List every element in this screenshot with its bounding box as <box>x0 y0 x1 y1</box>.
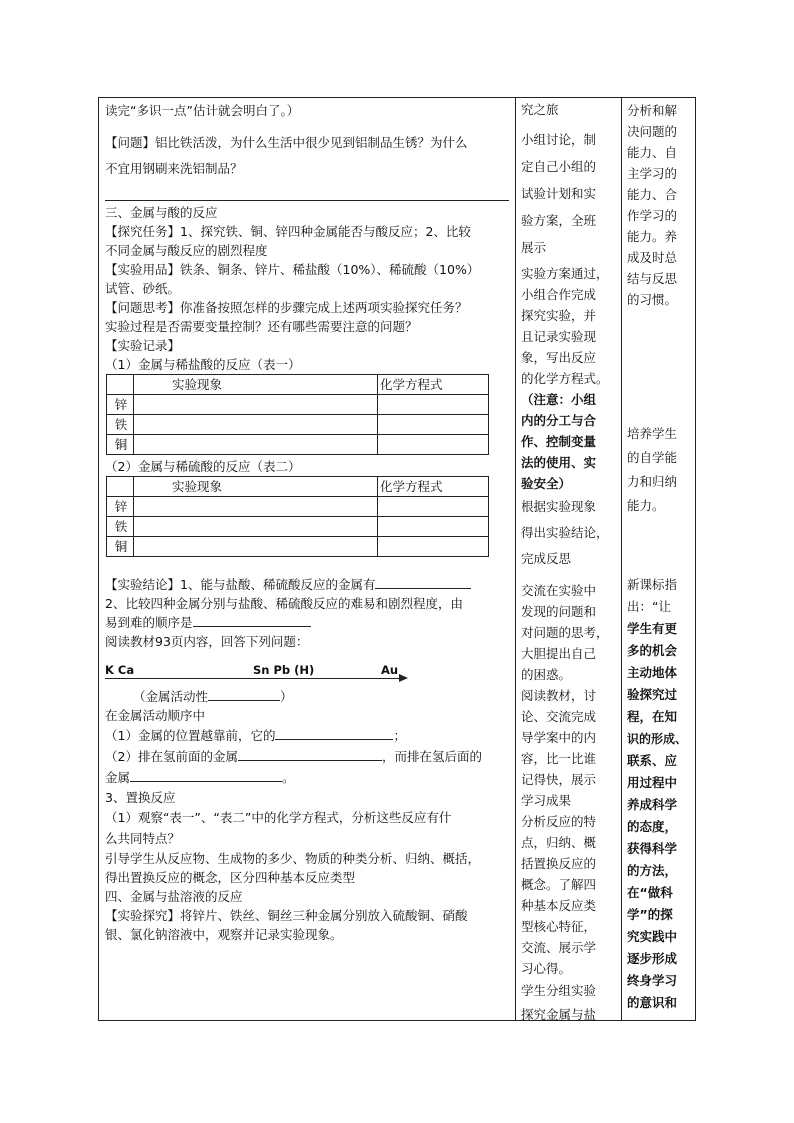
intent-quote: 的方法， <box>627 863 678 878</box>
table-caption: （2）金属与稀硫酸的反应（表二） <box>105 459 301 474</box>
activity-text: 导学案中的内 <box>521 730 597 745</box>
intent-quote: 的态度， <box>627 819 678 834</box>
phenomenon-cell[interactable] <box>134 497 378 517</box>
activity-text: 的困惑。 <box>521 667 572 682</box>
activity-text: 学习成果 <box>521 793 572 808</box>
column-divider <box>621 98 622 1020</box>
guide-line: 引导学生从反应物、生成物的多少、物质的种类分析、归纳、概括， <box>105 851 481 866</box>
metal-label: 铁 <box>107 517 134 537</box>
activity-caption: （金属活动性 ） <box>133 689 293 704</box>
answer-blank[interactable] <box>130 768 282 782</box>
activity-note: 作、控制变量 <box>521 434 597 449</box>
activity-text: 的化学方程式。 <box>521 371 609 386</box>
intent-text: 分析和解 <box>627 103 678 118</box>
intent-quote: 联系、应 <box>627 753 678 768</box>
intent-text: 新课标指 <box>627 577 678 592</box>
activity-note: 法的使用、实 <box>521 455 597 470</box>
conclusion-line: 易到难的顺序是 <box>105 613 509 632</box>
activity-text: 种基本反应类 <box>521 898 597 913</box>
section-title: 四、金属与盐溶液的反应 <box>105 889 243 904</box>
intent-quote: 程，在知 <box>627 709 678 724</box>
phenomenon-cell[interactable] <box>134 415 378 435</box>
intro-line: 读完“多识一点”估计就会明白了。） <box>105 103 300 118</box>
answer-blank[interactable] <box>375 575 471 589</box>
task-line: 【探究任务】1、探究铁、铜、锌四种金属能否与酸反应；2、比较 <box>105 224 471 239</box>
intent-text: 力和归纳 <box>627 474 678 489</box>
activity-text: 且记录实验现 <box>521 329 597 344</box>
activity-note: 内的分工与合 <box>521 413 597 428</box>
lesson-plan-table <box>98 97 696 1021</box>
activity-text: 阅读教材，讨 <box>521 688 597 703</box>
activity-text: 小组讨论，制 <box>521 132 597 147</box>
intent-quote: 识的形成、 <box>627 732 688 746</box>
intent-text: 能力、合 <box>627 187 678 202</box>
intent-text: 能力。 <box>627 498 665 513</box>
question-line: 不宜用钢刷来洗铝制品？ <box>105 161 243 176</box>
activity-text: 型核心特征， <box>521 919 597 934</box>
activity-text: 完成反思 <box>521 551 572 566</box>
think-line: 实验过程是否需要变量控制？还有哪些需要注意的问题？ <box>105 319 418 334</box>
intent-text: 结与反思 <box>627 271 678 286</box>
activity-text: 容，比一比谁 <box>521 751 597 766</box>
section-title: 3、置换反应 <box>105 790 176 805</box>
activity-text: 交流在实验中 <box>521 583 597 598</box>
intent-quote: 用过程中 <box>627 775 678 790</box>
answer-blank[interactable] <box>275 726 393 740</box>
activity-text: 点，归纳、概 <box>521 835 597 850</box>
intent-text: 的自学能 <box>627 450 678 465</box>
activity-label-k-ca: K Ca <box>105 663 135 677</box>
equation-cell[interactable] <box>378 395 489 415</box>
activity-text: 概念。了解四 <box>521 877 597 892</box>
header-phenomenon: 实验现象 <box>134 375 378 395</box>
table-row <box>107 395 489 415</box>
record-title: 【实验记录】 <box>105 338 181 353</box>
metal-label: 锌 <box>107 395 134 415</box>
intent-text: 成及时总 <box>627 250 678 265</box>
activity-text: 实验方案通过， <box>521 266 609 281</box>
intent-quote: 究实践中 <box>627 929 678 944</box>
equation-cell[interactable] <box>378 537 489 557</box>
activity-text: 小组合作完成 <box>521 287 597 302</box>
header-equation: 化学方程式 <box>378 477 489 497</box>
arrow-head-icon <box>399 674 408 682</box>
activity-label-sn-pb-h: Sn Pb (H) <box>253 663 315 677</box>
table-row <box>107 415 489 435</box>
think-line: 【问题思考】你准备按照怎样的步骤完成上述两项实验探究任务？ <box>105 300 468 315</box>
observe-line: （1）观察“表一”、“表二”中的化学方程式，分析这些反应有什 <box>105 810 452 825</box>
activity-text: 究之旅 <box>521 102 559 117</box>
phenomenon-cell[interactable] <box>134 395 378 415</box>
activity-text: 学生分组实验 <box>521 983 597 998</box>
answer-blank[interactable] <box>193 613 311 627</box>
activity-text: 试验计划和实 <box>521 186 597 201</box>
table-caption: （1）金属与稀盐酸的反应（表一） <box>105 357 301 372</box>
intent-text: 能力。养 <box>627 229 678 244</box>
activity-label-au: Au <box>381 663 399 677</box>
task-line: 不同金属与酸反应的剧烈程度 <box>105 243 268 258</box>
intent-quote: 逐步形成 <box>627 951 678 966</box>
intent-quote: 在“做科 <box>627 885 673 900</box>
activity-text: 得出实验结论， <box>521 525 609 540</box>
table-row <box>107 497 489 517</box>
activity-arrow-line <box>105 678 403 679</box>
activity-text: 探究实验，并 <box>521 308 597 323</box>
intent-quote: 获得科学 <box>627 841 678 856</box>
column-divider <box>515 98 516 1020</box>
design-intent-column <box>627 98 691 1014</box>
explore-line: 【实验探究】将锌片、铁丝、铜丝三种金属分别放入硫酸铜、硝酸 <box>105 908 468 923</box>
equation-cell[interactable] <box>378 435 489 455</box>
guide-line: 得出置换反应的概念，区分四种基本反应类型 <box>105 870 356 885</box>
activity-text: 定自己小组的 <box>521 159 597 174</box>
activity-text: 象，写出反应 <box>521 350 597 365</box>
question-line: 【问题】铝比铁活泼，为什么生活中很少见到铝制品生锈？为什么 <box>105 135 468 150</box>
activity-text: 探究金属与盐 <box>521 1007 597 1022</box>
activity-text: 验方案，全班 <box>521 213 597 228</box>
intent-text: 出：“让 <box>627 599 671 614</box>
activity-text: 大胆提出自己 <box>521 646 597 661</box>
intent-quote: 学”的探 <box>627 907 673 922</box>
phenomenon-cell[interactable] <box>134 435 378 455</box>
experiment-table-2 <box>106 476 489 557</box>
table-row <box>107 517 489 537</box>
intent-quote: 养成科学 <box>627 797 678 812</box>
activity-note: （注意：小组 <box>521 392 597 407</box>
intent-text: 作学习的 <box>627 208 678 223</box>
separator-line <box>105 200 509 201</box>
observe-line: 么共同特点？ <box>105 831 181 846</box>
section-title: 三、金属与酸的反应 <box>105 205 218 220</box>
supplies-line: 【实验用品】铁条、铜条、锌片、稀盐酸（10%）、稀硫酸（10%） <box>105 262 480 277</box>
activity-text: 记得快，展示 <box>521 772 597 787</box>
activity-text: 括置换反应的 <box>521 856 597 871</box>
intent-text: 能力、自 <box>627 145 678 160</box>
supplies-line: 试管、砂纸。 <box>105 281 181 296</box>
question-item: （1）金属的位置越靠前，它的 ； <box>105 728 406 743</box>
explore-line: 银、氯化钠溶液中，观察并记录实验现象。 <box>105 927 343 942</box>
table-row <box>107 435 489 455</box>
header-equation: 化学方程式 <box>378 375 489 395</box>
intent-text: 培养学生 <box>627 426 678 441</box>
activity-text: 交流、展示学 <box>521 940 597 955</box>
conclusion-line: 【实验结论】1、能与盐酸、稀硫酸反应的金属有 <box>105 575 509 594</box>
metal-label: 铜 <box>107 537 134 557</box>
experiment-table-1 <box>106 374 489 455</box>
read-book-line: 阅读教材93页内容，回答下列问题： <box>105 634 309 649</box>
intent-quote: 的意识和 <box>627 995 678 1010</box>
table-header-row <box>107 375 489 395</box>
series-intro: 在金属活动顺序中 <box>105 708 206 723</box>
equation-cell[interactable] <box>378 497 489 517</box>
question-item: （2）排在氢前面的金属 ，而排在氢后面的 <box>105 749 482 764</box>
activity-text: 对问题的思考， <box>521 625 609 640</box>
intent-quote: 验探究过 <box>627 687 678 702</box>
intent-text: 主学习的 <box>627 166 678 181</box>
phenomenon-cell[interactable] <box>134 537 378 557</box>
activity-text: 习心得。 <box>521 961 572 976</box>
metal-label: 铁 <box>107 415 134 435</box>
question-item: 金属 。 <box>105 770 295 785</box>
activity-text: 论、交流完成 <box>521 709 597 724</box>
answer-blank[interactable] <box>208 687 280 701</box>
equation-cell[interactable] <box>378 415 489 435</box>
intent-quote: 学生有更 <box>627 621 678 636</box>
intent-quote: 终身学习 <box>627 973 678 988</box>
intent-quote: 多的机会 <box>627 643 678 658</box>
activity-series-diagram <box>105 663 509 687</box>
metal-label: 铜 <box>107 435 134 455</box>
intent-text: 决问题的 <box>627 124 678 139</box>
intent-text: 的习惯。 <box>627 292 678 307</box>
activity-text: 展示 <box>521 240 547 255</box>
table-row <box>107 537 489 557</box>
table-header-row <box>107 477 489 497</box>
student-activity-column <box>521 98 617 1027</box>
activity-note: 验安全） <box>521 476 572 491</box>
activity-text: 根据实验现象 <box>521 499 597 514</box>
header-phenomenon: 实验现象 <box>134 477 378 497</box>
conclusion-line: 2、比较四种金属分别与盐酸、稀硫酸反应的难易和剧烈程度，由 <box>105 596 463 611</box>
answer-blank[interactable] <box>238 747 382 761</box>
activity-text: 发现的问题和 <box>521 604 597 619</box>
metal-label: 锌 <box>107 497 134 517</box>
intent-quote: 主动地体 <box>627 665 678 680</box>
equation-cell[interactable] <box>378 517 489 537</box>
activity-text: 分析反应的特 <box>521 814 597 829</box>
phenomenon-cell[interactable] <box>134 517 378 537</box>
teaching-content-column <box>105 101 509 944</box>
